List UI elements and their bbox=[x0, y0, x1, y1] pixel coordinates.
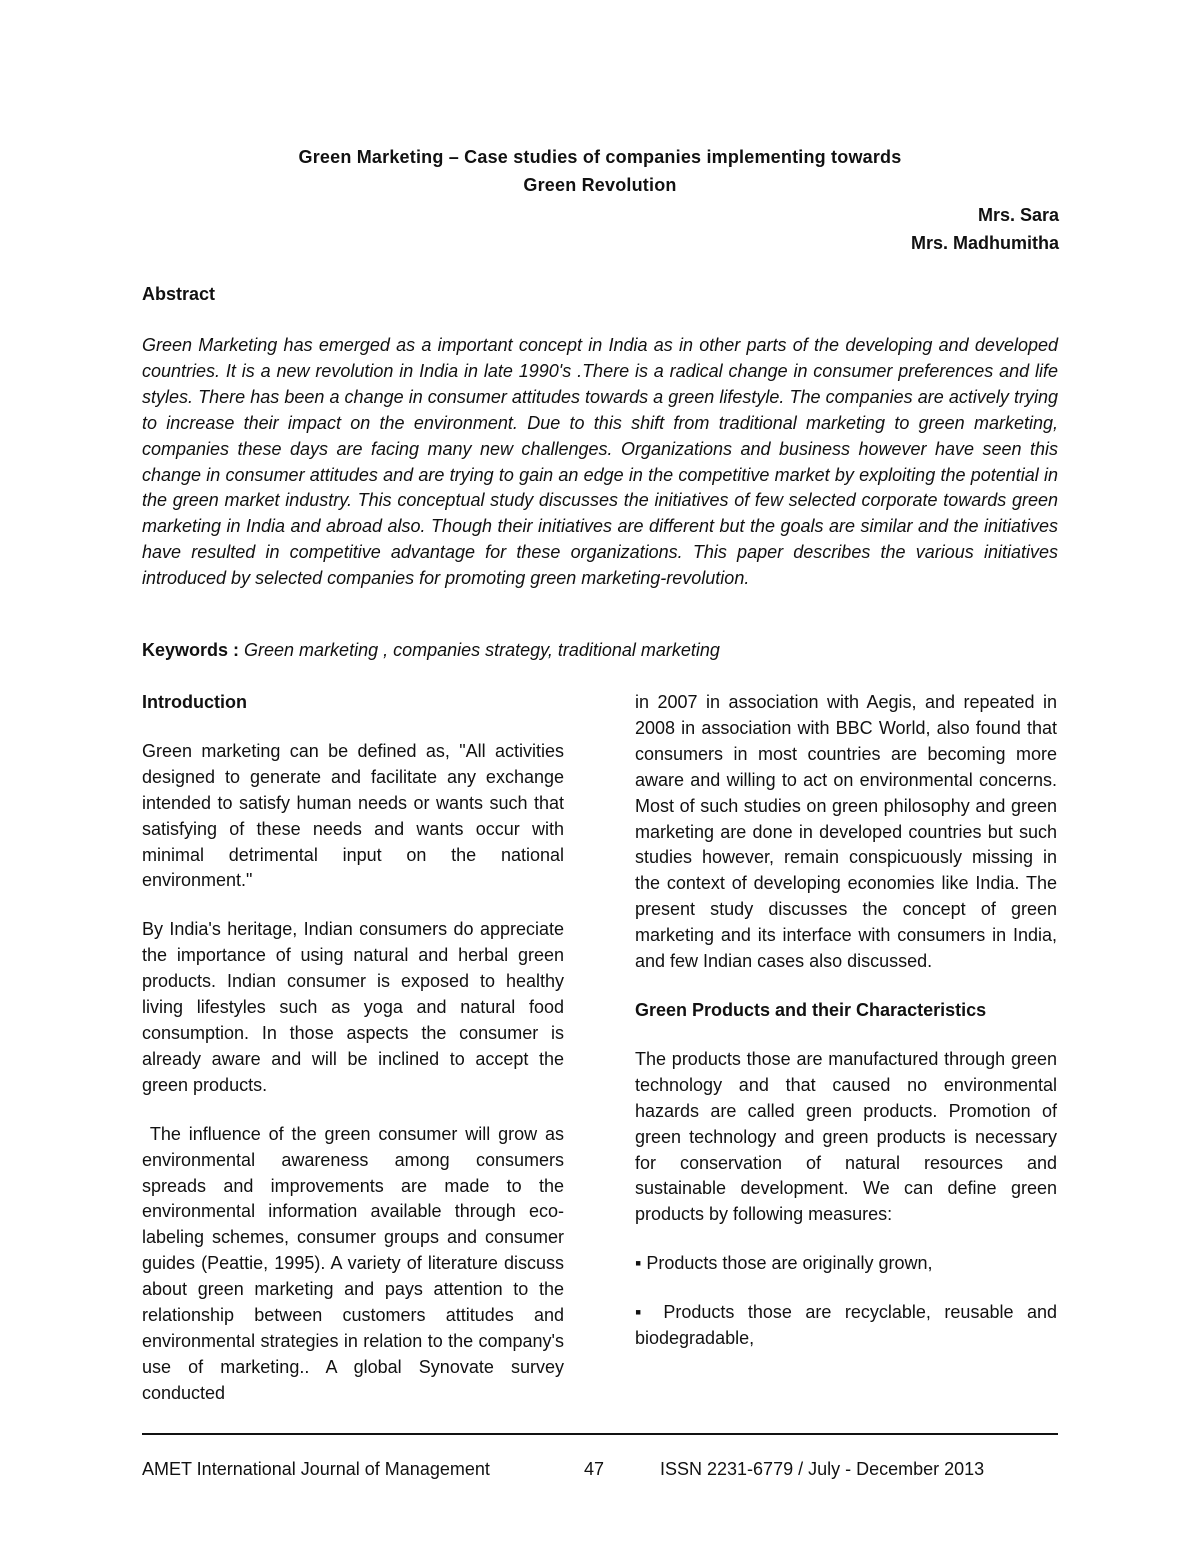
footer-page-number: 47 bbox=[584, 1459, 605, 1479]
green-products-paragraph: The products those are manufactured through green technology and that caused no environmental hazards are called green products. Promotion of green technology and green products is necessary for conservation of natural resources and sustainable development. We can define green products by following measures: bbox=[635, 1048, 1057, 1225]
keywords-line bbox=[142, 640, 720, 661]
keywords-label: Keywords : bbox=[142, 640, 240, 660]
author-list bbox=[911, 201, 1059, 257]
author-1: Mrs. Sara bbox=[977, 205, 1059, 225]
left-column bbox=[142, 690, 570, 1430]
abstract-text: Green Marketing has emerged as a important concept in India as in other parts of the developing and developed countries. It is a new revolution in India in late 1990's .There is a radical change in consumer preferences and life styles. There has been a change in consumer attitudes towards a green lifestyle. The companies are actively trying to increase their impact on the environment. Due to this shift from traditional marketing to green marketing, companies these days are facing many new challenges. Organizations and business however have seen this change in consumer attitudes and are trying to gain an edge in the competitive market by exploiting the potential in the green market industry. This conceptual study discusses the initiatives of few selected corporate towards green marketing in India and abroad also. Though their initiatives are different but the goals are similar and the initiatives have resulted in competitive advantage for these organizations. This paper describes the various initiatives introduced by selected companies for promoting green marketing-revolution. bbox=[142, 335, 1058, 589]
footer-divider bbox=[142, 1433, 1058, 1435]
title-line-1: Green Marketing – Case studies of companies implementing towards bbox=[298, 147, 902, 167]
intro-paragraph-3: The influence of the green consumer will grow as environmental awareness among consumers spreads and improvements are made to the environmental information available through eco-labeling schemes, consumer groups and consumer guides (Peattie, 1995). A variety of literature discuss about green marketing and pays attention to the relationship between customers attitudes and environmental strategies in relation to the company's use of marketing.. A global Synovate survey conducted bbox=[142, 1123, 570, 1403]
paper-title bbox=[0, 143, 1200, 199]
intro-paragraph-1: Green marketing can be defined as, "All activities designed to generate and facilitate any exchange intended to satisfy human needs or wants such that satisfying of these needs and wants occur with minimal detrimental input on the national environment." bbox=[142, 740, 564, 891]
intro-paragraph-2: By India's heritage, Indian consumers do appreciate the importance of using natural and herbal green products. Indian consumer is exposed to healthy living lifestyles such as yoga and natural food consumption. In those aspects the consumer is already aware and will be inclined to accept the green products. bbox=[142, 919, 564, 1095]
keywords-value: Green marketing , companies strategy, traditional marketing bbox=[239, 640, 720, 660]
author-2: Mrs. Madhumitha bbox=[910, 233, 1059, 253]
bullet-item-2: ▪ Products those are recyclable, reusable and biodegradable, bbox=[635, 1302, 1057, 1349]
right-column bbox=[635, 690, 1057, 1375]
right-paragraph-1: in 2007 in association with Aegis, and repeated in 2008 in association with BBC World, also found that consumers in most countries are becoming more aware and willing to act on environmental concerns. Most of such studies on green philosophy and green marketing are done in developed countries but such studies however, remain conspicuously missing in the context of developing economies like India. The present study discusses the concept of green marketing and its interface with consumers in India, and few Indian cases also discussed. bbox=[635, 692, 1057, 972]
title-line-2: Green Revolution bbox=[523, 175, 677, 195]
abstract-heading: Abstract bbox=[142, 284, 216, 304]
introduction-heading: Introduction bbox=[142, 692, 247, 712]
footer-journal: AMET International Journal of Management bbox=[142, 1459, 490, 1479]
footer-issn: ISSN 2231-6779 / July - December 2013 bbox=[660, 1459, 985, 1479]
bullet-item-1: ▪ Products those are originally grown, bbox=[635, 1253, 933, 1274]
green-products-heading: Green Products and their Characteristics bbox=[635, 999, 987, 1020]
